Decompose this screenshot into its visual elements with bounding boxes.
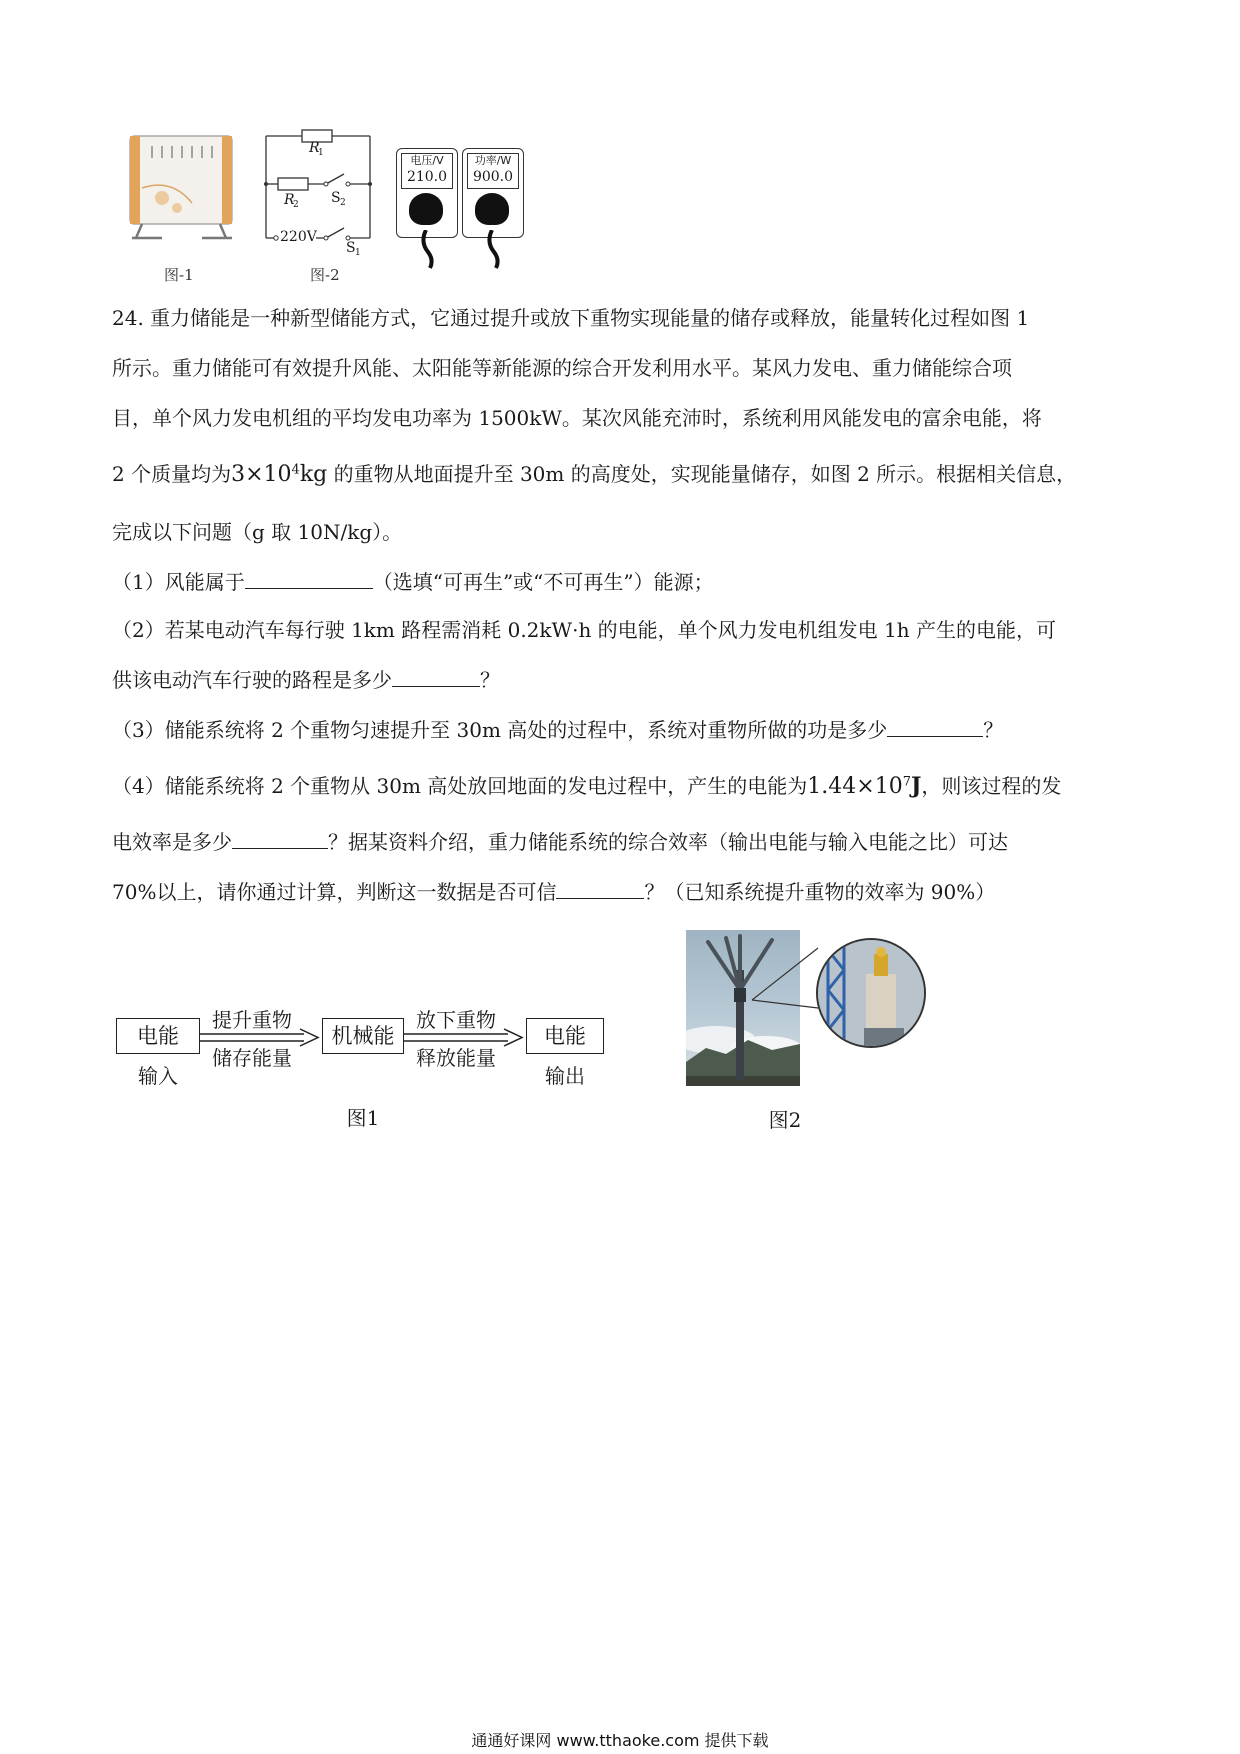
energy-unit: J: [911, 773, 922, 799]
q24-intro-line3: 目，单个风力发电机组的平均发电功率为 1500kW。某次风能充沛时，系统利用风能发电的富余电能，将: [112, 406, 1042, 430]
q2-suffix: ？: [480, 668, 500, 692]
heater-image: [122, 128, 240, 246]
q4-line2: [112, 826, 1008, 855]
flow-box1-sub: 输入: [138, 1064, 178, 1088]
mass-exponent: 4: [291, 462, 300, 478]
q3-suffix: ？: [983, 718, 1004, 742]
plug-cable-icon: [482, 230, 506, 270]
q4-prefix: （4）储能系统将 2 个重物从 30m 高处放回地面的发电过程中，产生的电能为: [112, 774, 808, 798]
q4-line1: [112, 770, 1061, 799]
q24-line4-end: 的重物从地面提升至 30m 的高度处，实现能量储存，如图 2 所示。根据相关信息，: [327, 462, 1077, 486]
voltage-meter-label: 电压/V: [410, 154, 444, 167]
fig2-caption: 图2: [768, 1108, 802, 1132]
r1-sub: 1: [318, 148, 324, 158]
r2-label: R: [284, 192, 295, 208]
q1-prefix: （1）风能属于: [112, 570, 245, 594]
flow-arrow1-top: 提升重物: [212, 1008, 292, 1032]
flow-arrow1-bottom: 储存能量: [212, 1046, 292, 1070]
voltage-meter: [396, 148, 458, 238]
tower-zoom-inset: [816, 938, 926, 1048]
voltage-meter-value: 210.0: [406, 169, 448, 185]
fig1-top-caption: 图-1: [164, 266, 194, 284]
flow-arrow2-top: 放下重物: [416, 1008, 496, 1032]
q4-efficiency-blank[interactable]: [232, 828, 328, 849]
voltage-meter-display: [401, 153, 453, 189]
q1-suffix: （选填“可再生”或“不可再生”）能源；: [372, 570, 714, 594]
s2-sub: 2: [340, 198, 346, 208]
power-meter-value: 900.0: [472, 169, 514, 185]
q3-line: [112, 714, 1003, 743]
q4-credibility-blank[interactable]: [556, 878, 644, 899]
q24-intro-line5: 完成以下问题（g 取 10N/kg）。: [112, 520, 403, 544]
q2-prefix: 供该电动汽车行驶的路程是多少: [112, 668, 392, 692]
plug-cable-icon: [416, 230, 440, 270]
q4-line3: [112, 876, 995, 905]
energy-expression: 1.44×10: [807, 774, 903, 799]
energy-exponent: 7: [902, 774, 911, 790]
fig1-caption: 图1: [346, 1106, 380, 1130]
flow-box3-sub: 输出: [545, 1064, 585, 1088]
power-meter-display: [467, 153, 519, 189]
q4-line3-suffix: ？（已知系统提升重物的效率为 90%）: [644, 880, 996, 904]
q1-answer-blank[interactable]: [245, 568, 373, 589]
plug-icon: [409, 193, 443, 225]
q4-line2-suffix: ？据某资料介绍，重力储能系统的综合效率（输出电能与输入电能之比）可达: [328, 830, 1008, 854]
power-meter: [462, 148, 524, 238]
q24-line4-start: 2 个质量均为: [112, 462, 232, 486]
power-meter-label: 功率/W: [474, 154, 512, 167]
q24-intro-line2: 所示。重力储能可有效提升风能、太阳能等新能源的综合开发利用水平。某风力发电、重力储能综合项: [112, 356, 1012, 380]
zoom-lines: [740, 944, 820, 1014]
s1-label: S: [346, 240, 356, 256]
q2-answer-blank[interactable]: [392, 666, 480, 687]
r1-label: R: [309, 140, 320, 156]
page-footer: 通通好课网 www.tthaoke.com 提供下载: [471, 1731, 769, 1750]
q4-line3-prefix: 70%以上，请你通过计算，判断这一数据是否可信: [112, 880, 557, 904]
q3-prefix: （3）储能系统将 2 个重物匀速提升至 30m 高处的过程中，系统对重物所做的功是多少: [112, 718, 888, 742]
q24-intro-line1: 24. 重力储能是一种新型储能方式，它通过提升或放下重物实现能量的储存或释放，能量转化过程如图 1: [112, 306, 1030, 330]
mass-expression: 3×10: [231, 462, 292, 487]
fig2-top-caption: 图-2: [310, 266, 340, 284]
mass-unit: kg: [299, 462, 328, 487]
plug-icon: [475, 193, 509, 225]
r2-sub: 2: [293, 200, 299, 210]
voltage-label: 220V: [280, 229, 317, 245]
q24-intro-line4: [112, 458, 1076, 487]
q2-line1: （2）若某电动汽车每行驶 1km 路程需消耗 0.2kW·h 的电能，单个风力发电机组发电 1h 产生的电能，可: [112, 618, 1057, 642]
flow-arrow2-bottom: 释放能量: [416, 1046, 496, 1070]
q4-line1-end: ，则该过程的发: [921, 774, 1062, 798]
s2-label: S: [331, 190, 341, 206]
q1-line: [112, 566, 714, 595]
q3-answer-blank[interactable]: [887, 716, 983, 737]
s1-sub: 1: [355, 248, 361, 258]
flow-box-mechanical: 机械能: [322, 1018, 404, 1054]
q4-line2-prefix: 电效率是多少: [112, 830, 232, 854]
q2-line2: [112, 664, 500, 693]
flow-box-electric-output: 电能: [526, 1018, 604, 1054]
flow-box-electric-input: 电能: [116, 1018, 200, 1054]
